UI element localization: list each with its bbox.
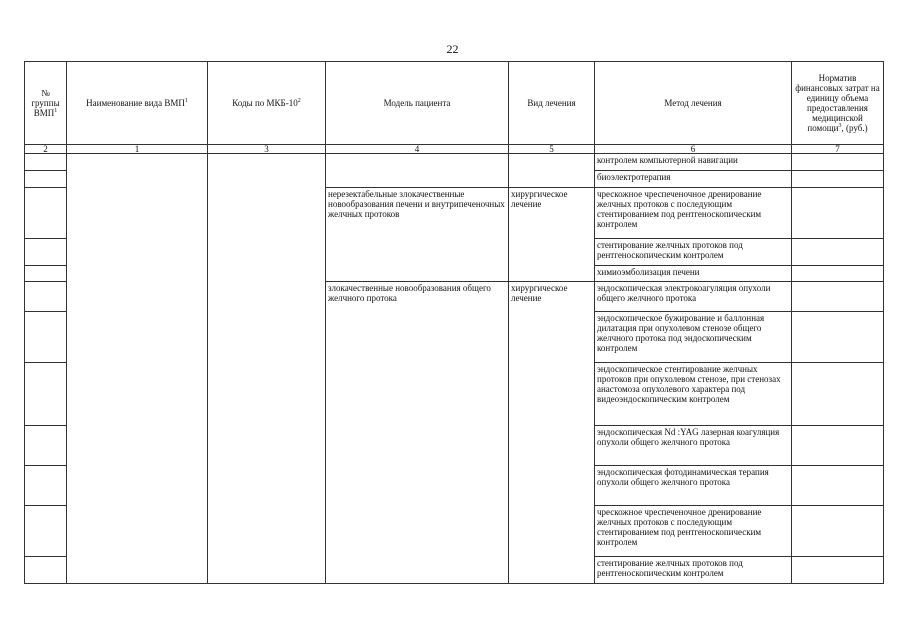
column-number: 7 (792, 145, 884, 154)
vmp-name-cell (67, 154, 208, 584)
method-cell: химиоэмболизация печени (595, 266, 792, 282)
patient-model-cell: нерезектабельные злокачественные новообразования печени и внутрипеченочных желчных протоков (326, 188, 509, 282)
patient-model-cell (326, 154, 509, 188)
group-cell (25, 426, 67, 466)
norm-cell (792, 188, 884, 239)
table-row (25, 154, 884, 171)
norm-cell (792, 363, 884, 426)
group-cell (25, 154, 67, 171)
column-number-row (25, 145, 884, 154)
norm-cell (792, 506, 884, 557)
group-cell (25, 506, 67, 557)
treatment-type-cell: хирургическое лечение (509, 188, 595, 282)
norm-cell (792, 466, 884, 506)
method-cell: биоэлектротерапия (595, 171, 792, 188)
header-treatment-type: Вид лечения (509, 62, 595, 145)
group-cell (25, 239, 67, 266)
column-number: 6 (595, 145, 792, 154)
group-cell (25, 188, 67, 239)
column-number: 2 (25, 145, 67, 154)
page-number: 22 (446, 42, 459, 56)
patient-model-cell: злокачественные новообразования общего желчного протока (326, 282, 509, 584)
norm-cell (792, 312, 884, 363)
group-cell (25, 282, 67, 312)
method-cell: стентирование желчных протоков под рентгеноскопическим контролем (595, 557, 792, 584)
group-cell (25, 266, 67, 282)
method-cell: чрескожное чреспеченочное дренирование желчных протоков с последующим стентированием под рентгеноскопическим контролем (595, 188, 792, 239)
method-cell: стентирование желчных протоков под рентгеноскопическим контролем (595, 239, 792, 266)
norm-cell (792, 154, 884, 171)
column-number: 1 (67, 145, 208, 154)
norm-cell (792, 426, 884, 466)
icd-codes-cell (208, 154, 326, 584)
method-cell: эндоскопическая Nd :YAG лазерная коагуляция опухоли общего желчного протока (595, 426, 792, 466)
column-number: 3 (208, 145, 326, 154)
method-cell: эндоскопическое бужирование и баллонная дилатация при опухолевом стенозе общего желчного протока под эндоскопическим контролем (595, 312, 792, 363)
norm-cell (792, 239, 884, 266)
norm-cell (792, 282, 884, 312)
vmp-table (24, 61, 884, 584)
group-cell (25, 312, 67, 363)
treatment-type-cell (509, 154, 595, 188)
header-vmp-name: Наименование вида ВМП$^1$ (67, 62, 208, 145)
norm-cell (792, 557, 884, 584)
group-cell (25, 466, 67, 506)
group-cell (25, 557, 67, 584)
method-cell: контролем компьютерной навигации (595, 154, 792, 171)
group-cell (25, 363, 67, 426)
method-cell: эндоскопическая фотодинамическая терапия опухоли общего желчного протока (595, 466, 792, 506)
norm-cell (792, 171, 884, 188)
column-number: 5 (509, 145, 595, 154)
header-patient-model: Модель пациента (326, 62, 509, 145)
header-group-number: № группы ВМП$^1$ (25, 62, 67, 145)
column-number: 4 (326, 145, 509, 154)
norm-cell (792, 266, 884, 282)
method-cell: чрескожное чреспеченочное дренирование желчных протоков с последующим стентированием под рентгеноскопическим контролем (595, 506, 792, 557)
method-cell: эндоскопическое стентирование желчных протоков при опухолевом стенозе, при стенозах анастомоза опухолевого характера под видеоэндоскопическим контролем (595, 363, 792, 426)
treatment-type-cell: хирургическое лечение (509, 282, 595, 584)
header-financial-norm: Норматив финансовых затрат на единицу объема предоставления медицинской помощи$^3$, (руб.) (792, 62, 884, 145)
header-treatment-method: Метод лечения (595, 62, 792, 145)
header-icd-codes: Коды по МКБ-$10^2$ (208, 62, 326, 145)
group-cell (25, 171, 67, 188)
method-cell: эндоскопическая электрокоагуляция опухоли общего желчного протока (595, 282, 792, 312)
